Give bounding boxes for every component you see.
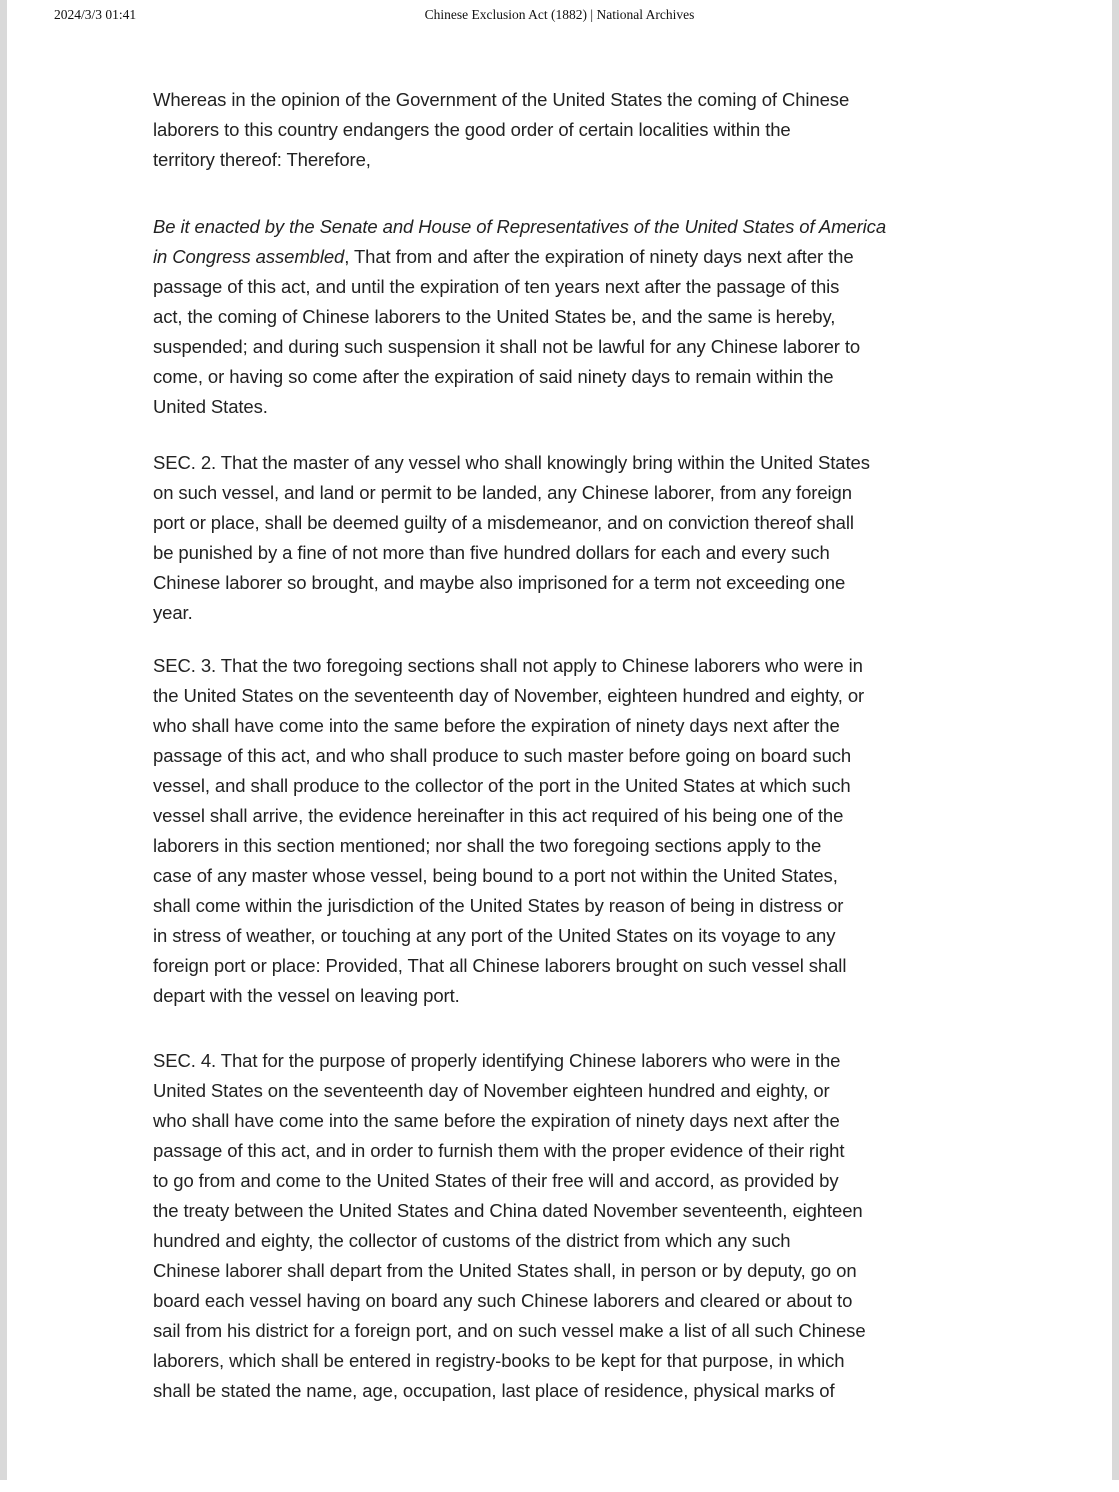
text-line: passage of this act, and until the expiration of ten years next after the passage of this	[153, 276, 840, 297]
paragraph-sec-4	[153, 1046, 968, 1406]
text-line: SEC. 4. That for the purpose of properly identifying Chinese laborers who were in the	[153, 1050, 841, 1071]
text-line: who shall have come into the same before the expiration of ninety days next after the	[153, 715, 840, 736]
text-line: year.	[153, 602, 193, 623]
paragraph-enacting-clause-sec-1	[153, 212, 968, 422]
text-line: territory thereof: Therefore,	[153, 149, 371, 170]
text-line: sail from his district for a foreign port, and on such vessel make a list of all such Chinese	[153, 1320, 866, 1341]
text-line: vessel, and shall produce to the collector of the port in the United States at which such	[153, 775, 851, 796]
text-line: depart with the vessel on leaving port.	[153, 985, 460, 1006]
text-line: United States.	[153, 396, 268, 417]
text-line: case of any master whose vessel, being bound to a port not within the United States,	[153, 865, 838, 886]
text-line: hundred and eighty, the collector of customs of the district from which any such	[153, 1230, 791, 1251]
text-line: passage of this act, and who shall produce to such master before going on board such	[153, 745, 852, 766]
text-line: to go from and come to the United States of their free will and accord, as provided by	[153, 1170, 839, 1191]
text-line: in stress of weather, or touching at any port of the United States on its voyage to any	[153, 925, 836, 946]
text-line: be punished by a fine of not more than five hundred dollars for each and every such	[153, 542, 830, 563]
document-body	[153, 85, 968, 1406]
text-line: shall be stated the name, age, occupation, last place of residence, physical marks of	[153, 1380, 835, 1401]
viewer-edge-right	[1112, 0, 1119, 1480]
text-line: the United States on the seventeenth day of November, eighteen hundred and eighty, or	[153, 685, 865, 706]
text-line: vessel shall arrive, the evidence hereinafter in this act required of his being one of the	[153, 805, 844, 826]
text-line: board each vessel having on board any such Chinese laborers and cleared or about to	[153, 1290, 853, 1311]
text-line: port or place, shall be deemed guilty of a misdemeanor, and on conviction thereof shall	[153, 512, 854, 533]
text-line: on such vessel, and land or permit to be landed, any Chinese laborer, from any foreign	[153, 482, 852, 503]
text-line: United States on the seventeenth day of November eighteen hundred and eighty, or	[153, 1080, 830, 1101]
print-timestamp: 2024/3/3 01:41	[54, 7, 137, 22]
paragraph-sec-2	[153, 448, 968, 628]
text-line: passage of this act, and in order to furnish them with the proper evidence of their right	[153, 1140, 845, 1161]
print-page-title: Chinese Exclusion Act (1882) | National Archives	[424, 7, 695, 22]
text-line: laborers in this section mentioned; nor shall the two foregoing sections apply to the	[153, 835, 822, 856]
text-line: foreign port or place: Provided, That all Chinese laborers brought on such vessel shall	[153, 955, 847, 976]
text-line: come, or having so come after the expiration of said ninety days to remain within the	[153, 366, 834, 387]
text-line: Chinese laborer shall depart from the United States shall, in person or by deputy, go on	[153, 1260, 857, 1281]
text-line: laborers, which shall be entered in registry-books to be kept for that purpose, in which	[153, 1350, 845, 1371]
text-line: laborers to this country endangers the good order of certain localities within the	[153, 119, 791, 140]
text-line: SEC. 2. That the master of any vessel who shall knowingly bring within the United States	[153, 452, 870, 473]
enacting-clause-regular-fragment: , That from and after the expiration of ninety days next after the	[344, 246, 854, 267]
text-line: Whereas in the opinion of the Government of the United States the coming of Chinese	[153, 89, 850, 110]
print-header	[0, 6, 1119, 24]
text-line: shall come within the jurisdiction of the United States by reason of being in distress or	[153, 895, 844, 916]
text-line: SEC. 3. That the two foregoing sections shall not apply to Chinese laborers who were in	[153, 655, 863, 676]
text-line: the treaty between the United States and China dated November seventeenth, eighteen	[153, 1200, 863, 1221]
paragraph-sec-3	[153, 651, 968, 1011]
paragraph-whereas-clause	[153, 85, 968, 175]
text-line: who shall have come into the same before the expiration of ninety days next after the	[153, 1110, 840, 1131]
viewer-edge-left	[0, 0, 7, 1480]
enacting-clause-italic-fragment: in Congress assembled	[153, 246, 345, 267]
text-line: act, the coming of Chinese laborers to the United States be, and the same is hereby,	[153, 306, 836, 327]
text-line: Chinese laborer so brought, and maybe also imprisoned for a term not exceeding one	[153, 572, 846, 593]
text-line: suspended; and during such suspension it shall not be lawful for any Chinese laborer to	[153, 336, 861, 357]
text-line	[153, 242, 968, 272]
text-line: Be it enacted by the Senate and House of Representatives of the United States of America	[153, 216, 887, 237]
paragraph-continuation	[153, 272, 968, 422]
